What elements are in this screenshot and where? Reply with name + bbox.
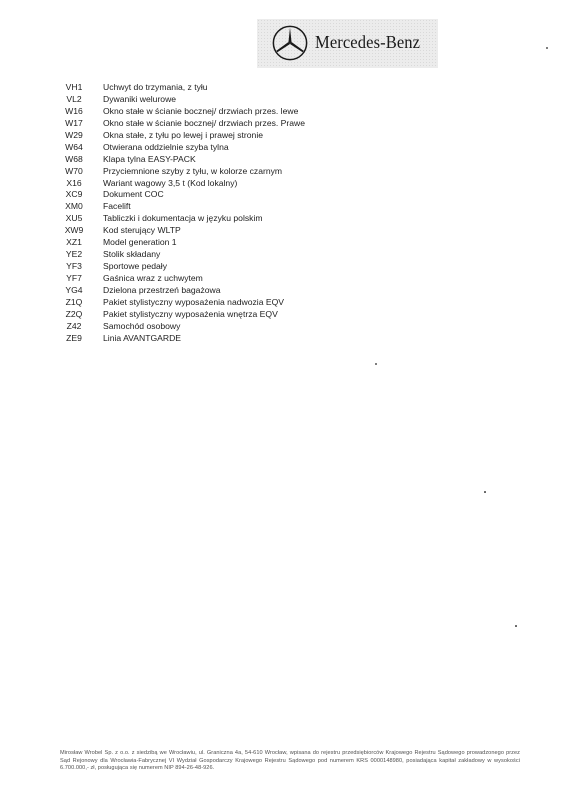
option-description: Wariant wagowy 3,5 t (Kod lokalny) [103, 177, 238, 188]
option-description: Linia AVANTGARDE [103, 332, 182, 343]
option-description: Pakiet stylistyczny wyposażenia wnętrza EQV [103, 308, 278, 319]
code-row [0, 189, 581, 201]
option-code: XC9 [65, 189, 83, 200]
scan-speck [484, 491, 486, 493]
code-row [0, 82, 581, 94]
option-description: Okno stałe w ścianie bocznej/ drzwiach przes. Prawe [103, 117, 306, 128]
equipment-code-list [0, 82, 581, 345]
option-description: Klapa tylna EASY-PACK [103, 153, 196, 164]
option-code: YG4 [65, 284, 83, 295]
code-row [0, 321, 581, 333]
option-code: XZ1 [66, 237, 82, 248]
option-code: W64 [65, 141, 83, 152]
scan-speck [546, 47, 548, 49]
code-row [0, 154, 581, 166]
option-code: Z1Q [65, 296, 83, 307]
option-description: Dokument COC [103, 189, 164, 200]
code-row [0, 285, 581, 297]
option-code: W17 [65, 117, 83, 128]
scan-speck [375, 363, 377, 365]
brand-name: Mercedes-Benz [315, 32, 421, 52]
option-description: Kod sterujący WLTP [103, 225, 181, 236]
code-row [0, 118, 581, 130]
option-description: Pakiet stylistyczny wyposażenia nadwozia EQV [103, 296, 285, 307]
code-row [0, 333, 581, 345]
option-description: Tabliczki i dokumentacja w języku polskim [103, 213, 263, 224]
code-row [0, 130, 581, 142]
option-description: Otwierana oddzielnie szyba tylna [103, 141, 229, 152]
brand-logo [257, 19, 438, 68]
option-code: YF7 [66, 273, 82, 283]
option-code: YE2 [65, 249, 83, 260]
code-row [0, 166, 581, 178]
option-code: W68 [65, 153, 83, 164]
option-code: YF3 [66, 261, 82, 272]
code-row [0, 249, 581, 261]
code-row [0, 213, 581, 225]
option-code: Z2Q [65, 308, 83, 319]
option-description: Samochód osobowy [103, 320, 181, 331]
option-code: VL2 [66, 93, 82, 104]
option-description: Model generation 1 [103, 237, 177, 248]
code-row [0, 273, 581, 285]
option-code: XM0 [65, 201, 83, 212]
option-description: Okno stałe w ścianie bocznej/ drzwiach przes. lewe [103, 105, 299, 116]
mercedes-star-icon [271, 24, 309, 62]
option-description: Sportowe pedały [103, 261, 168, 272]
code-row [0, 94, 581, 106]
option-description: Facelift [103, 201, 131, 212]
code-row [0, 142, 581, 154]
option-description: Dzielona przestrzeń bagażowa [103, 284, 221, 295]
option-code: W70 [65, 165, 83, 176]
code-row [0, 237, 581, 249]
option-code: ZE9 [66, 332, 82, 343]
code-row [0, 178, 581, 190]
option-description: Dywaniki welurowe [103, 93, 177, 104]
code-row [0, 261, 581, 273]
code-row [0, 309, 581, 321]
scan-speck [515, 625, 517, 627]
option-description: Przyciemnione szyby z tyłu, w kolorze czarnym [103, 165, 283, 176]
company-footer: Mirosław Wrobel Sp. z o.o. z siedzibą we Wrocławiu, ul. Graniczna 4a, 54-610 Wrocław, wpisana do rejestru przedsiębiorców Krajowego Rejestru Sądowego prowadzonego przez Sąd Rejonowy dla Wrocławia-Fabrycznej VI Wydział Gospodarczy Krajowego Rejestru Sądowego pod numerem KRS 0000148980, posiadająca kapitał zakładowy w wysokości 6.700.000,- zł, posługująca się numerem NIP 894-26-48-926. [60, 750, 520, 772]
code-row [0, 225, 581, 237]
option-code: Z42 [66, 320, 82, 331]
option-code: XU5 [65, 213, 83, 224]
option-description: Uchwyt do trzymania, z tyłu [103, 82, 208, 92]
code-row [0, 297, 581, 309]
option-description: Stolik składany [103, 249, 161, 260]
option-code: X16 [66, 177, 82, 188]
option-code: W29 [65, 129, 83, 140]
option-code: W16 [65, 105, 83, 116]
option-code: XW9 [64, 225, 84, 236]
option-description: Okna stałe, z tyłu po lewej i prawej stronie [103, 129, 264, 140]
option-description: Gaśnica wraz z uchwytem [103, 273, 203, 283]
code-row [0, 106, 581, 118]
option-code: VH1 [65, 82, 83, 92]
code-row [0, 201, 581, 213]
